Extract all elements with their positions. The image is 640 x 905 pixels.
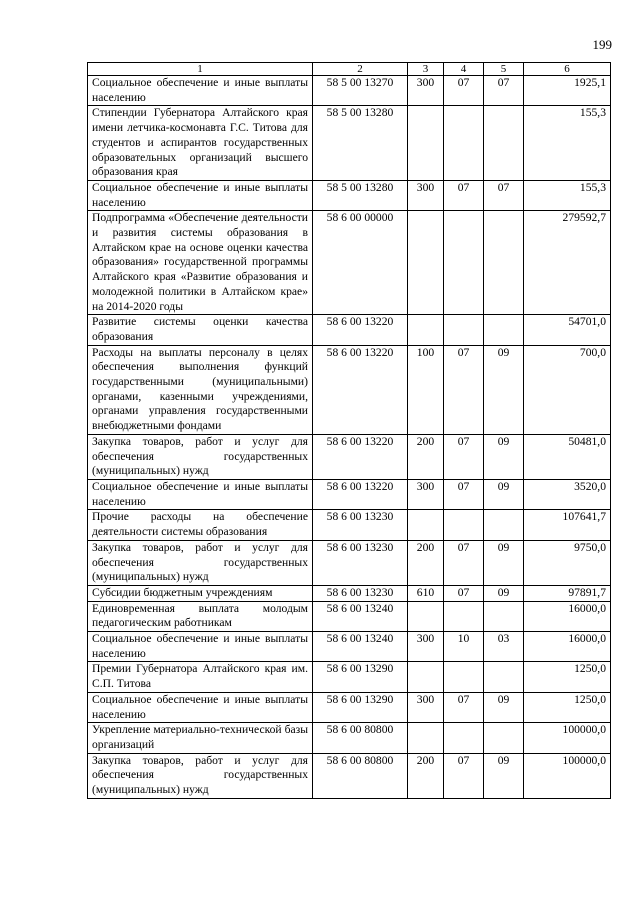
row-name: Премии Губернатора Алтайского края им. С.П. Титова (88, 662, 313, 692)
row-pr (484, 601, 524, 631)
table-row (88, 692, 611, 722)
row-pr: 09 (484, 345, 524, 434)
row-vr: 200 (408, 540, 444, 585)
row-name: Стипендии Губернатора Алтайского края имени летчика-космонавта Г.С. Титова для студентов и аспирантов государственных образовательных организаций высшего образования края (88, 106, 313, 181)
header-row (88, 63, 611, 76)
row-name: Закупка товаров, работ и услуг для обеспечения государственных (муниципальных) нужд (88, 434, 313, 479)
row-name: Единовременная выплата молодым педагогическим работникам (88, 601, 313, 631)
row-amount: 155,3 (524, 180, 611, 210)
row-amount: 1250,0 (524, 692, 611, 722)
row-code: 58 6 00 13220 (313, 434, 408, 479)
row-vr (408, 601, 444, 631)
row-name: Развитие системы оценки качества образования (88, 315, 313, 345)
table-row (88, 723, 611, 753)
row-vr (408, 315, 444, 345)
row-vr (408, 510, 444, 540)
row-pr: 07 (484, 76, 524, 106)
column-header: 5 (484, 63, 524, 76)
row-vr: 200 (408, 434, 444, 479)
row-name: Социальное обеспечение и иные выплаты населению (88, 76, 313, 106)
table-row (88, 585, 611, 601)
row-name: Социальное обеспечение и иные выплаты населению (88, 180, 313, 210)
row-vr: 300 (408, 632, 444, 662)
row-code: 58 6 00 80800 (313, 723, 408, 753)
row-code: 58 5 00 13270 (313, 76, 408, 106)
row-amount: 107641,7 (524, 510, 611, 540)
table-row (88, 106, 611, 181)
row-rz: 10 (444, 632, 484, 662)
table-row (88, 601, 611, 631)
row-pr: 07 (484, 180, 524, 210)
row-code: 58 5 00 13280 (313, 106, 408, 181)
row-name: Подпрограмма «Обеспечение деятельности и развития системы образования в Алтайском крае на основе оценки качества образования» государственной программы Алтайского края «Развитие образования и молодежной политики в Алтайском крае» на 2014-2020 годы (88, 211, 313, 315)
row-code: 58 6 00 80800 (313, 753, 408, 798)
row-vr: 610 (408, 585, 444, 601)
column-header: 4 (444, 63, 484, 76)
row-pr (484, 510, 524, 540)
row-vr: 200 (408, 753, 444, 798)
row-pr (484, 723, 524, 753)
table-row (88, 632, 611, 662)
row-code: 58 6 00 13240 (313, 632, 408, 662)
row-name: Закупка товаров, работ и услуг для обеспечения государственных (муниципальных) нужд (88, 540, 313, 585)
row-vr: 300 (408, 692, 444, 722)
row-rz (444, 211, 484, 315)
table-row (88, 753, 611, 798)
row-amount: 16000,0 (524, 632, 611, 662)
row-vr: 300 (408, 180, 444, 210)
row-code: 58 6 00 13220 (313, 345, 408, 434)
row-amount: 1925,1 (524, 76, 611, 106)
row-amount: 100000,0 (524, 723, 611, 753)
row-amount: 50481,0 (524, 434, 611, 479)
row-amount: 97891,7 (524, 585, 611, 601)
table-row (88, 180, 611, 210)
row-code: 58 6 00 13220 (313, 315, 408, 345)
row-pr: 09 (484, 692, 524, 722)
row-amount: 9750,0 (524, 540, 611, 585)
row-rz (444, 106, 484, 181)
table-row (88, 211, 611, 315)
row-rz: 07 (444, 692, 484, 722)
row-code: 58 6 00 13230 (313, 585, 408, 601)
row-code: 58 6 00 13220 (313, 479, 408, 509)
table-row (88, 76, 611, 106)
row-name: Субсидии бюджетным учреждениям (88, 585, 313, 601)
page-number: 199 (592, 37, 612, 52)
row-amount: 54701,0 (524, 315, 611, 345)
table-row (88, 315, 611, 345)
row-rz: 07 (444, 753, 484, 798)
row-pr: 09 (484, 479, 524, 509)
row-pr (484, 106, 524, 181)
row-code: 58 6 00 13230 (313, 510, 408, 540)
row-amount: 155,3 (524, 106, 611, 181)
row-amount: 279592,7 (524, 211, 611, 315)
table-row (88, 662, 611, 692)
row-name: Закупка товаров, работ и услуг для обеспечения государственных (муниципальных) нужд (88, 753, 313, 798)
row-vr (408, 211, 444, 315)
row-pr: 03 (484, 632, 524, 662)
row-rz (444, 315, 484, 345)
row-amount: 700,0 (524, 345, 611, 434)
row-pr (484, 211, 524, 315)
row-vr: 300 (408, 479, 444, 509)
row-rz: 07 (444, 180, 484, 210)
budget-table (87, 62, 611, 799)
row-rz: 07 (444, 585, 484, 601)
row-rz: 07 (444, 434, 484, 479)
row-pr: 09 (484, 753, 524, 798)
row-code: 58 6 00 13230 (313, 540, 408, 585)
row-vr (408, 662, 444, 692)
row-amount: 100000,0 (524, 753, 611, 798)
row-pr: 09 (484, 434, 524, 479)
row-vr: 100 (408, 345, 444, 434)
row-code: 58 6 00 13290 (313, 662, 408, 692)
table-row (88, 345, 611, 434)
row-name: Социальное обеспечение и иные выплаты населению (88, 479, 313, 509)
table-row (88, 479, 611, 509)
table-row (88, 510, 611, 540)
row-code: 58 6 00 13290 (313, 692, 408, 722)
row-name: Укрепление материально-технической базы организаций (88, 723, 313, 753)
row-rz (444, 723, 484, 753)
row-name: Расходы на выплаты персоналу в целях обеспечения выполнения функций государственными (муниципальными) органами, казенными учреждениями, органами управления государственными внебюджетными фондами (88, 345, 313, 434)
row-pr (484, 315, 524, 345)
row-vr (408, 723, 444, 753)
row-rz (444, 510, 484, 540)
row-code: 58 6 00 13240 (313, 601, 408, 631)
row-amount: 16000,0 (524, 601, 611, 631)
row-pr: 09 (484, 585, 524, 601)
row-rz: 07 (444, 540, 484, 585)
column-header: 6 (524, 63, 611, 76)
row-name: Прочие расходы на обеспечение деятельности системы образования (88, 510, 313, 540)
row-rz (444, 662, 484, 692)
column-header: 3 (408, 63, 444, 76)
row-code: 58 5 00 13280 (313, 180, 408, 210)
row-name: Социальное обеспечение и иные выплаты населению (88, 632, 313, 662)
row-rz: 07 (444, 345, 484, 434)
row-rz: 07 (444, 479, 484, 509)
row-rz: 07 (444, 76, 484, 106)
row-name: Социальное обеспечение и иные выплаты населению (88, 692, 313, 722)
table-row (88, 540, 611, 585)
row-vr: 300 (408, 76, 444, 106)
row-amount: 3520,0 (524, 479, 611, 509)
column-header: 1 (88, 63, 313, 76)
row-amount: 1250,0 (524, 662, 611, 692)
row-rz (444, 601, 484, 631)
row-code: 58 6 00 00000 (313, 211, 408, 315)
column-header: 2 (313, 63, 408, 76)
row-vr (408, 106, 444, 181)
table-row (88, 434, 611, 479)
row-pr: 09 (484, 540, 524, 585)
row-pr (484, 662, 524, 692)
